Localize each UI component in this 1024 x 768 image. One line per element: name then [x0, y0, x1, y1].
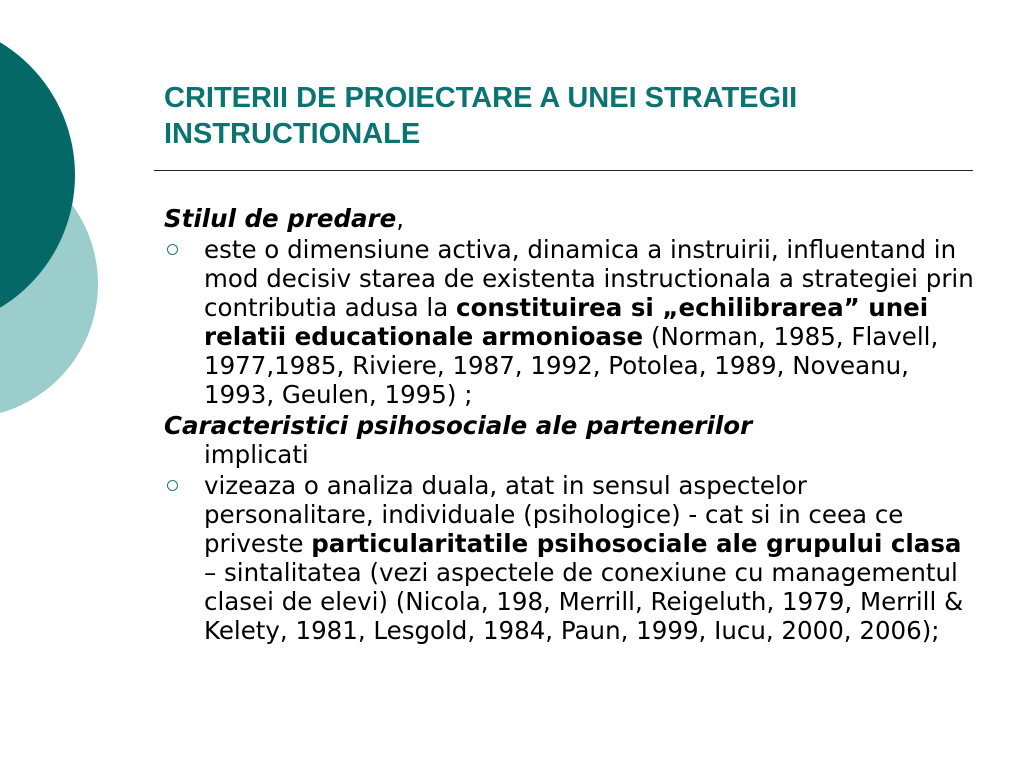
heading-text: Stilul de predare: [164, 204, 397, 233]
title-divider: [154, 170, 973, 171]
slide-body: [164, 204, 974, 647]
slide-title: CRITERII DE PROIECTARE A UNEI STRATEGII INSTRUCTIONALE: [164, 82, 798, 150]
circle-bullet-icon: [167, 244, 178, 255]
circle-bullet-icon: [167, 480, 178, 491]
section-heading-psychosocial: Caracteristici psihosociale ale partenerilor implicati: [164, 411, 753, 469]
bullet-item: este o dimensiune activa, dinamica a instruirii, influentand in mod decisiv starea de existenta instructionala a strategiei prin contributia adusa la constituirea si „echilibrarea” unei relatii educationale armonioase (Norman, 1985, Flavell, 1977,1985, Riviere, 1987, 1992, Potolea, 1989, Noveanu, 1993, Geulen, 1995) ;: [164, 235, 974, 409]
bullet-item: vizeaza o analiza duala, atat in sensul aspectelor personalitare, individuale (psihologice) - cat si in ceea ce priveste particularitatile psihosociale ale grupului clasa – sintalitatea (vezi aspectele de conexiune cu managementul clasei de elevi) (Nicola, 198, Merrill, Reigeluth, 1979, Merrill & Kelety, 1981, Lesgold, 1984, Paun, 1999, Iucu, 2000, 2006);: [164, 471, 974, 645]
heading-text: Caracteristici psihosociale ale partenerilor: [164, 411, 753, 440]
section-heading-teaching-style: Stilul de predare,: [164, 204, 405, 233]
